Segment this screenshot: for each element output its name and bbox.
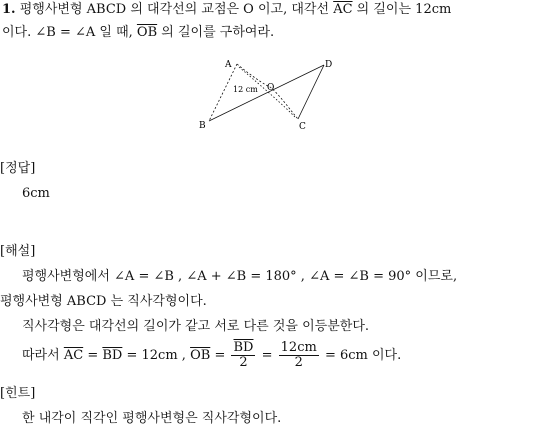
fraction-1-numerator: $\overline{BD}$ [233,340,254,355]
solution-line-2: 평행사변형 ABCD 는 직사각형이다. [0,294,207,309]
label-c: C [299,122,306,132]
solution-segment-ob: $\overline{OB}$ [190,348,211,363]
solution-segment-bd: $\overline{BD}$ [102,348,123,363]
side-dc [298,65,324,119]
solution-eq-4: = [261,348,273,363]
solution-heading: [해설] [0,244,36,259]
solution-line-1: 평행사변형에서 ∠A = ∠B , ∠A + ∠B = 180° , ∠A = ∠B = 90° 이므로, [22,269,458,284]
fraction-2-numerator: 12cm [280,340,317,355]
problem-text-2-end: 의 길이를 구하여라. [161,25,275,40]
solution-line-3: 직사각형은 대각선의 길이가 같고 서로 다른 것을 이등분한다. [22,319,370,334]
label-measure: 12 cm [233,85,258,94]
problem-line-1 [2,1,451,18]
hint-heading: [힌트] [0,386,36,401]
segment-ac: $\overline{AC}$ [333,2,353,17]
solution-line-4-end: = 6cm 이다. [324,348,402,363]
fraction-1-denominator: 2 [239,355,248,370]
answer-heading: [정답] [0,161,36,176]
label-o: O [267,83,275,93]
problem-line-2 [2,24,274,41]
solution-line-4-start: 따라서 [22,348,60,363]
solution-segment-ac: $\overline{AC}$ [63,348,84,363]
answer-value: 6cm [22,186,50,201]
solution-eq-1: = [87,348,99,363]
solution-eq-3: = [214,348,226,363]
solution-line-4 [22,335,401,377]
fraction-2-denominator: 2 [294,355,303,370]
fraction-12cm-over-2 [279,341,319,370]
fraction-bd-over-2 [231,341,255,370]
label-a: A [225,60,232,70]
segment-ob: $\overline{OB}$ [136,25,158,40]
problem-text-2: 이다. ∠B = ∠A 일 때, [2,25,133,40]
problem-number: 1. [2,2,16,17]
diagonal-bd [209,65,324,121]
hint-text: 한 내각이 직각인 평행사변형은 직사각형이다. [22,411,282,426]
label-b: B [199,121,206,131]
problem-text-1-end: 의 길이는 12cm [356,2,452,17]
parallelogram-figure [195,55,345,135]
solution-eq-2: = 12cm , [126,348,186,363]
label-d: D [325,60,333,70]
problem-text-1: 평행사변형 ABCD 의 대각선의 교점은 O 이고, 대각선 [19,2,330,17]
